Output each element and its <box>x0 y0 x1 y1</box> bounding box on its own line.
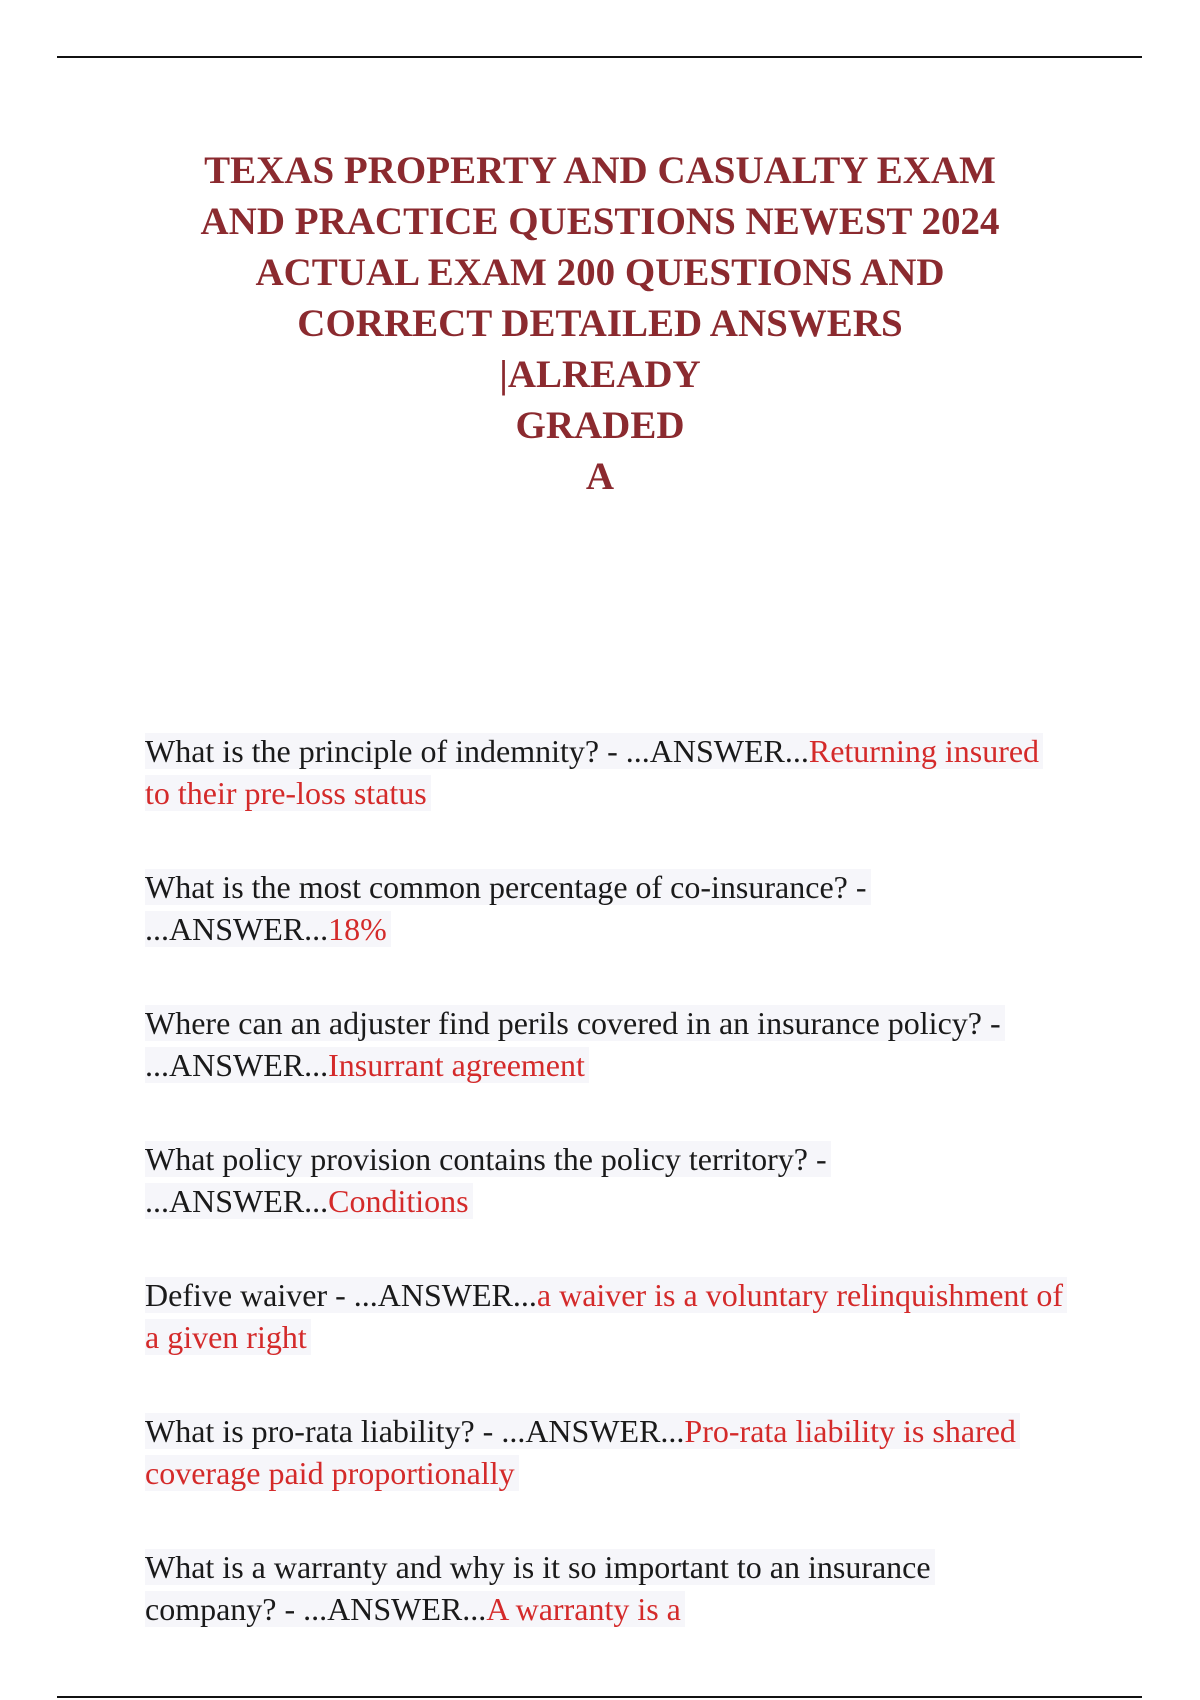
answer-text: A warranty is a <box>486 1591 681 1627</box>
answer-text: Pro-rata liability is shared coverage paid proportionally <box>145 1413 1016 1491</box>
separator: - <box>276 1591 304 1627</box>
title-line: CORRECT DETAILED ANSWERS <box>297 302 903 345</box>
question-text: What is the most common percentage of co-insurance? <box>145 869 848 905</box>
question-text: What is pro-rata liability? <box>145 1413 475 1449</box>
top-rule <box>57 56 1142 58</box>
answer-marker: ...ANSWER... <box>145 1047 329 1083</box>
separator: - <box>474 1413 502 1449</box>
bottom-rule <box>57 1696 1142 1698</box>
answer-marker: ...ANSWER... <box>303 1591 487 1627</box>
title-line: A <box>585 455 615 498</box>
document-title <box>120 145 1080 502</box>
qa-item <box>145 1274 1065 1358</box>
answer-text: Returning insured to their pre-loss status <box>145 733 1040 811</box>
qa-item <box>145 1002 1065 1086</box>
question-text: What is a warranty and why is it so important to an insurance company? <box>145 1549 931 1627</box>
title-line: ACTUAL EXAM 200 QUESTIONS AND <box>255 251 945 294</box>
question-text: What policy provision contains the policy territory? <box>145 1141 808 1177</box>
qa-item <box>145 730 1065 814</box>
answer-marker: ...ANSWER... <box>625 733 809 769</box>
separator: - <box>847 869 867 905</box>
title-line: |ALREADY <box>499 353 701 396</box>
qa-list <box>145 730 1065 1682</box>
qa-item <box>145 1138 1065 1222</box>
separator: - <box>327 1277 354 1313</box>
title-line: AND PRACTICE QUESTIONS NEWEST 2024 <box>200 200 1000 243</box>
qa-item <box>145 1410 1065 1494</box>
answer-marker: ...ANSWER... <box>145 911 329 947</box>
answer-text: Conditions <box>328 1183 469 1219</box>
separator: - <box>807 1141 827 1177</box>
qa-item <box>145 866 1065 950</box>
question-text: Defive waiver <box>145 1277 328 1313</box>
answer-marker: ...ANSWER... <box>501 1413 685 1449</box>
answer-text: 18% <box>328 911 387 947</box>
question-text: What is the principle of indemnity? <box>145 733 600 769</box>
answer-marker: ...ANSWER... <box>353 1277 537 1313</box>
separator: - <box>599 733 626 769</box>
answer-text: Insurrant agreement <box>328 1047 585 1083</box>
separator: - <box>981 1005 1001 1041</box>
qa-item <box>145 1546 1065 1630</box>
question-text: Where can an adjuster find perils covered in an insurance policy? <box>145 1005 982 1041</box>
answer-text: a waiver is a voluntary relinquishment of a given right <box>145 1277 1063 1355</box>
answer-marker: ...ANSWER... <box>145 1183 329 1219</box>
title-line: GRADED <box>515 404 685 447</box>
title-line: TEXAS PROPERTY AND CASUALTY EXAM <box>204 149 996 192</box>
